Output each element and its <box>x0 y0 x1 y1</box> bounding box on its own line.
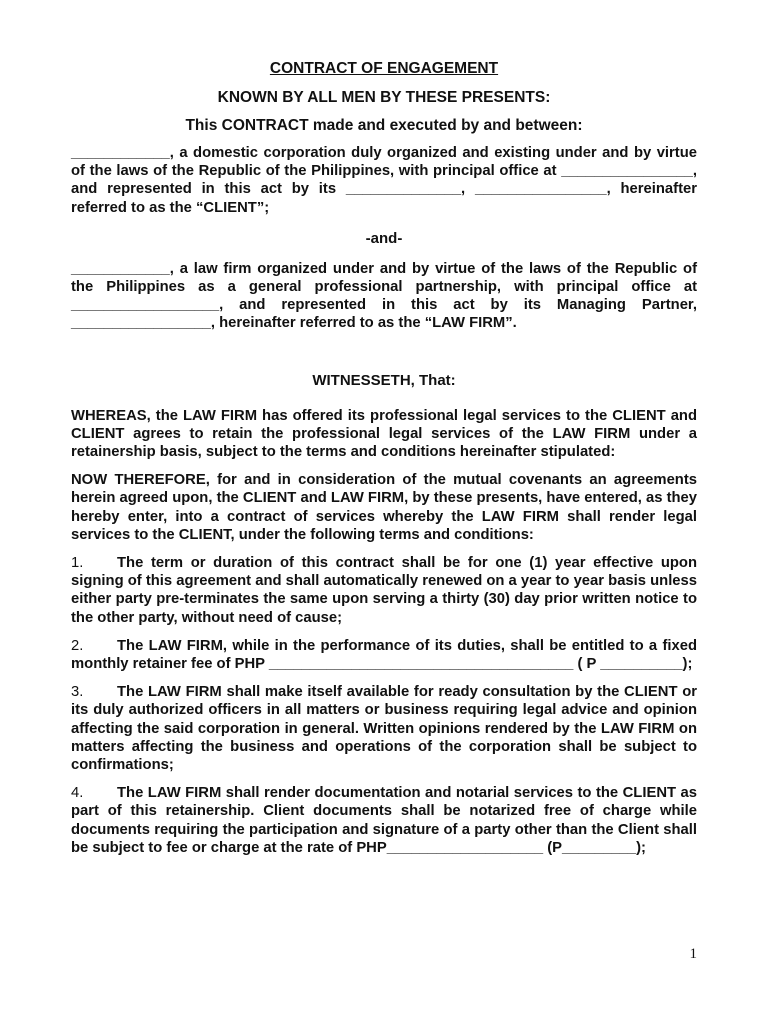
item-number: 1. <box>71 555 84 572</box>
term-item-1 <box>71 554 697 627</box>
now-therefore-paragraph: NOW THEREFORE, for and in consideration of the mutual covenants an agreements herein agreed upon, the CLIENT and LAW FIRM, by these presents, have entered, as they hereby enter, into a contract of services whereby the LAW FIRM shall render legal services to the CLIENT, under the following terms and conditions: <box>71 472 697 543</box>
intro-line: This CONTRACT made and executed by and between: <box>185 117 583 134</box>
party-law-firm-paragraph: ____________, a law firm organized under and by virtue of the laws of the Republic of the Philippines as a general professional partnership, with principal office at __________________, and represented in this act by its Managing Partner, _________________, hereinafter referred to as the “LAW FIRM”. <box>71 260 697 332</box>
term-item-3 <box>71 683 697 774</box>
witnesseth-heading: WITNESSETH, That: <box>312 371 456 389</box>
whereas-paragraph: WHEREAS, the LAW FIRM has offered its professional legal services to the CLIENT and CLIENT agrees to retain the professional legal services of the LAW FIRM under a retainership basis, subject to the terms and conditions hereinafter stipulated: <box>71 407 697 461</box>
item-text: The LAW FIRM, while in the performance of its duties, shall be entitled to a fixed monthly retainer fee of PHP _____________________________________ ( P __________); <box>71 637 697 673</box>
item-text: The LAW FIRM shall make itself available for ready consultation by the CLIENT or its duly authorized officers in all matters or business requiring legal advice and opinion affecting the said corporation in general. Written opinions rendered by the LAW FIRM on matters affecting the business and operations of the corporation shall be subject to confirmations; <box>71 684 697 774</box>
term-item-2 <box>71 637 697 673</box>
document-title: CONTRACT OF ENGAGEMENT <box>269 60 499 77</box>
item-number: 2. <box>71 637 84 654</box>
and-separator: -and- <box>365 229 403 247</box>
term-item-4 <box>71 784 697 857</box>
party-client-paragraph: ____________, a domestic corporation duly organized and existing under and by virtue of the laws of the Republic of the Philippines, with principal office at ________________, and represented in this act by its ______________, ________________, hereinafter referred to as the “CLIENT”; <box>71 145 697 216</box>
document-subtitle: KNOWN BY ALL MEN BY THESE PRESENTS: <box>217 89 551 106</box>
item-text: The LAW FIRM shall render documentation and notarial services to the CLIENT as part of this retainership. Client documents shall be notarized free of charge while documents requiring the participation and signature of a party other than the Client shall be subject to fee or charge at the rate of PHP___________________ (P_________); <box>71 785 697 856</box>
item-number: 3. <box>71 684 84 701</box>
item-number: 4. <box>71 785 84 802</box>
item-text: The term or duration of this contract shall be for one (1) year effective upon signing of this agreement and shall automatically renewed on a year to year basis unless either party pre-terminates the same upon serving a thirty (30) day prior written notice to the other party, without need of cause; <box>71 555 697 626</box>
page-number: 1 <box>689 946 697 962</box>
